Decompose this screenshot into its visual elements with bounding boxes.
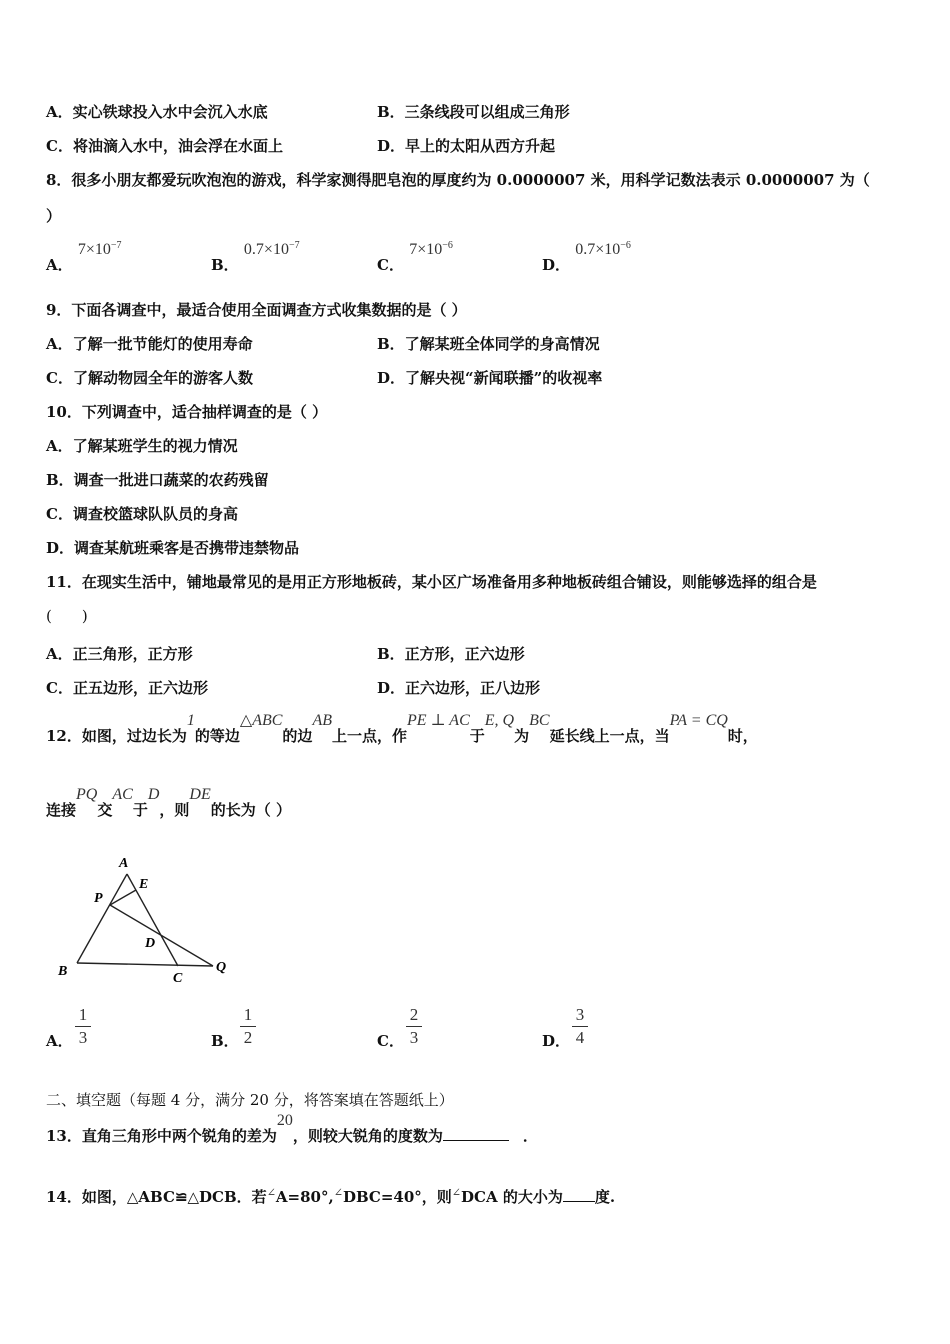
q12-text: 的等边 <box>194 727 240 745</box>
side-ab <box>77 874 127 963</box>
option-label: D． <box>542 256 571 274</box>
q9-option-a: A．了解一批节能灯的使用寿命 <box>46 335 253 353</box>
q13-stem <box>46 1112 538 1147</box>
denominator: 3 <box>78 1028 88 1047</box>
numerator: 1 <box>243 1005 253 1024</box>
section-2-heading: 二、填空题（每题 4 分，满分 20 分，将答案填在答题纸上） <box>46 1091 454 1109</box>
q11-option-b: B．正方形，正六边形 <box>377 645 525 663</box>
option-exponent: −6 <box>442 240 453 251</box>
numerator: 2 <box>409 1005 419 1024</box>
q12-option-a-label: A． <box>46 1032 73 1050</box>
q7-option-d: D．早上的太阳从西方升起 <box>377 137 556 155</box>
q12-text: 上一点，作 <box>331 727 407 745</box>
q9-option-d: D．了解央视“新闻联播”的收视率 <box>377 369 603 387</box>
q12-math: AC <box>112 786 133 803</box>
option-exponent: −6 <box>620 240 631 251</box>
q12-text: 连接 <box>46 801 77 819</box>
q13-text: 13．直角三角形中两个锐角的差为 <box>46 1127 277 1145</box>
label-q: Q <box>216 960 227 975</box>
option-value: 0.7×10 <box>575 241 621 258</box>
q12-math: D <box>147 786 160 803</box>
option-value: 7×10 <box>77 241 111 258</box>
label-e: E <box>139 877 149 892</box>
q14-answer-blank[interactable] <box>563 1201 595 1202</box>
q12-option-d-fraction <box>571 1006 589 1047</box>
q14-text: 14．如图，△ABC≌△DCB．若 <box>46 1188 267 1206</box>
label-c: C <box>173 971 183 986</box>
angle-icon: ∠ <box>451 1187 462 1199</box>
q12-text: 延长线上一点，当 <box>549 727 670 745</box>
q10-option-d: D．调查某航班乘客是否携带违禁物品 <box>46 539 300 557</box>
label-p: P <box>94 891 103 906</box>
q9-stem: 9．下面各调查中，最适合使用全面调查方式收集数据的是（ ） <box>46 301 467 319</box>
label-b: B <box>58 964 68 979</box>
q12-math: △ABC <box>239 712 283 729</box>
q10-option-c: C．调查校篮球队队员的身高 <box>46 505 238 523</box>
q12-math: DE <box>189 786 211 803</box>
q10-option-b: B．调查一批进口蔬菜的农药残留 <box>46 471 269 489</box>
q13-math: 20 <box>276 1112 293 1129</box>
q14-stem <box>46 1187 615 1209</box>
q12-stem-line2 <box>46 786 291 821</box>
angle-icon: ∠ <box>333 1187 343 1199</box>
option-value: 0.7×10 <box>243 241 289 258</box>
q12-text: 时， <box>727 727 758 745</box>
q12-math: BC <box>529 712 550 729</box>
q12-text: 为 <box>514 727 530 745</box>
q13-answer-blank[interactable] <box>443 1140 509 1141</box>
q11-option-c: C．正五边形，正六边形 <box>46 679 208 697</box>
q12-text: 于 <box>132 801 148 819</box>
q8-stem: 8．很多小朋友都爱玩吹泡泡的游戏，科学家测得肥皂泡的厚度约为 0.0000007 米，用科学记数法表示 0.0000007 为（ <box>46 171 870 189</box>
q12-text: 的边 <box>282 727 313 745</box>
q8-stem-close: ） <box>46 207 62 225</box>
q13-text: ． <box>522 1127 538 1145</box>
q12-option-b-label: B． <box>211 1032 239 1050</box>
q9-option-b: B．了解某班全体同学的身高情况 <box>377 335 600 353</box>
q14-text: A=80°, <box>275 1188 334 1206</box>
q14-text: DBC=40°，则 <box>342 1188 452 1206</box>
q12-triangle-figure <box>50 850 240 990</box>
option-label: A． <box>46 256 73 274</box>
q11-option-d: D．正六边形，正八边形 <box>377 679 541 697</box>
q12-math: E, Q <box>484 712 515 729</box>
q12-math: PA = CQ <box>669 712 728 729</box>
q7-option-b: B．三条线段可以组成三角形 <box>377 103 570 121</box>
q7-option-a: A．实心铁球投入水中会沉入水底 <box>46 103 268 121</box>
q12-stem-line1 <box>46 712 758 747</box>
segment-pq <box>110 905 213 966</box>
q12-text: ，则 <box>159 801 190 819</box>
q11-stem: 11．在现实生活中，铺地最常见的是用正方形地板砖，某小区广场准备用多种地板砖组合铺设，则能够选择的组合是 <box>46 573 817 591</box>
side-bq <box>77 963 213 966</box>
q12-math: AB <box>312 712 332 729</box>
q12-option-c-fraction <box>405 1006 423 1047</box>
q12-math: PE ⊥ AC <box>407 712 470 729</box>
q10-option-a: A．了解某班学生的视力情况 <box>46 437 238 455</box>
q13-text: ，则较大锐角的度数为 <box>292 1127 443 1145</box>
q12-option-b-fraction <box>239 1006 257 1047</box>
option-label: B． <box>211 256 239 274</box>
q11-stem-paren: ( ) <box>46 607 88 625</box>
q9-option-c: C．了解动物园全年的游客人数 <box>46 369 253 387</box>
numerator: 3 <box>575 1005 585 1024</box>
q11-option-a: A．正三角形，正方形 <box>46 645 193 663</box>
denominator: 3 <box>409 1028 419 1047</box>
q12-option-c-label: C． <box>377 1032 404 1050</box>
q12-text: 于 <box>469 727 485 745</box>
denominator: 4 <box>575 1028 585 1047</box>
option-exponent: −7 <box>288 240 300 251</box>
angle-icon: ∠ <box>266 1187 276 1199</box>
q14-text: DCA 的大小为 <box>461 1188 563 1206</box>
numerator: 1 <box>78 1005 88 1024</box>
label-d: D <box>145 936 156 951</box>
q12-text: 的长为（ ） <box>210 801 291 819</box>
q12-math: PQ <box>76 786 98 803</box>
q12-text: 交 <box>97 801 113 819</box>
q12-text: 12．如图，过边长为 <box>46 727 187 745</box>
option-value: 7×10 <box>409 241 443 258</box>
denominator: 2 <box>243 1028 253 1047</box>
option-exponent: −7 <box>110 240 122 251</box>
q12-option-d-label: D． <box>542 1032 571 1050</box>
q7-option-c: C．将油滴入水中，油会浮在水面上 <box>46 137 283 155</box>
q14-text: 度. <box>594 1188 616 1206</box>
q12-math: 1 <box>186 712 195 729</box>
q10-stem: 10．下列调查中，适合抽样调查的是（ ） <box>46 403 328 421</box>
q12-option-a-fraction <box>74 1006 92 1047</box>
option-label: C． <box>377 256 404 274</box>
label-a: A <box>119 856 129 871</box>
